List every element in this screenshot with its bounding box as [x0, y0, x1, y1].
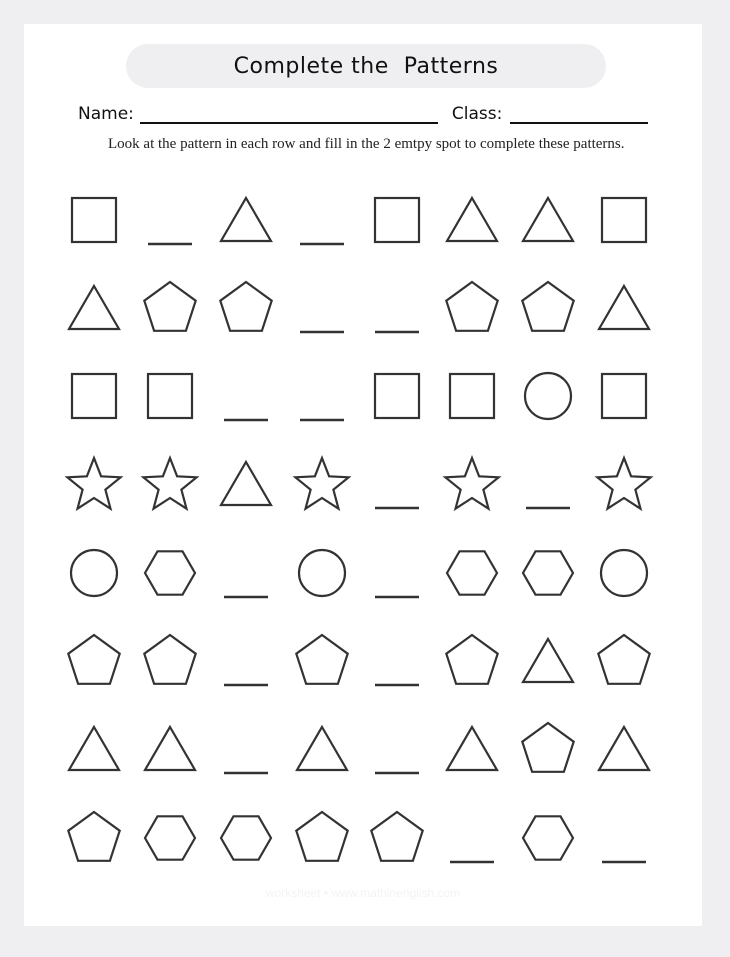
pentagon-shape	[522, 723, 573, 772]
square-shape	[375, 198, 419, 242]
star-shape	[143, 458, 196, 509]
hexagon-shape	[145, 816, 195, 859]
name-label: Name:	[78, 104, 134, 124]
triangle-shape	[297, 727, 347, 770]
circle-shape	[299, 550, 345, 596]
pentagon-shape	[598, 635, 649, 684]
square-shape	[72, 374, 116, 418]
circle-shape	[525, 373, 571, 419]
footer-credit: worksheet • www.mathinenglish.com	[265, 886, 461, 900]
hexagon-shape	[523, 551, 573, 594]
triangle-shape	[69, 727, 119, 770]
star-shape	[597, 458, 650, 509]
circle-shape	[71, 550, 117, 596]
class-label: Class:	[451, 104, 503, 124]
square-shape	[72, 198, 116, 242]
triangle-shape	[599, 286, 649, 329]
star-shape	[295, 458, 348, 509]
pentagon-shape	[296, 635, 347, 684]
triangle-shape	[145, 727, 195, 770]
square-shape	[375, 374, 419, 418]
pentagon-shape	[446, 282, 497, 331]
star-shape	[445, 458, 498, 509]
pentagon-shape	[296, 812, 347, 861]
square-shape	[602, 198, 646, 242]
triangle-shape	[599, 727, 649, 770]
worksheet-page	[24, 24, 702, 926]
worksheet-title: Complete the Patterns	[233, 53, 499, 79]
square-shape	[450, 374, 494, 418]
pentagon-shape	[68, 812, 119, 861]
hexagon-shape	[145, 551, 195, 594]
pattern-grid	[24, 24, 702, 926]
pentagon-shape	[446, 635, 497, 684]
triangle-shape	[221, 198, 271, 241]
pentagon-shape	[522, 282, 573, 331]
triangle-shape	[523, 198, 573, 241]
hexagon-shape	[447, 551, 497, 594]
instructions-text: Look at the pattern in each row and fill in the 2 emtpy spot to complete these patterns.	[108, 136, 625, 152]
hexagon-shape	[221, 816, 271, 859]
triangle-shape	[221, 462, 271, 505]
star-shape	[67, 458, 120, 509]
square-shape	[602, 374, 646, 418]
triangle-shape	[69, 286, 119, 329]
pentagon-shape	[220, 282, 271, 331]
pentagon-shape	[371, 812, 422, 861]
circle-shape	[601, 550, 647, 596]
pentagon-shape	[144, 282, 195, 331]
triangle-shape	[447, 727, 497, 770]
pentagon-shape	[68, 635, 119, 684]
pentagon-shape	[144, 635, 195, 684]
hexagon-shape	[523, 816, 573, 859]
triangle-shape	[523, 639, 573, 682]
square-shape	[148, 374, 192, 418]
triangle-shape	[447, 198, 497, 241]
